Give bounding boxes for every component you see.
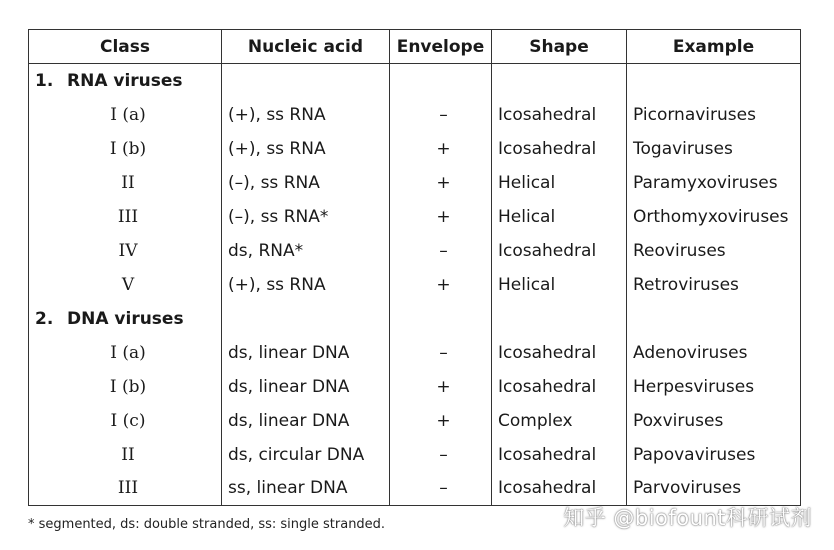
table-row — [29, 166, 801, 200]
table-row — [29, 234, 801, 268]
cell-class: IV — [29, 234, 222, 268]
cell-nucleic-acid: (+), ss RNA — [222, 268, 390, 302]
section-number: 2. — [35, 308, 54, 329]
section-number: 1. — [35, 70, 54, 91]
cell-envelope: – — [390, 234, 492, 268]
cell-nucleic-acid: ds, linear DNA — [222, 336, 390, 370]
section-label: RNA viruses — [67, 70, 183, 91]
cell-class: I (b) — [29, 370, 222, 404]
cell-nucleic-acid: ds, linear DNA — [222, 404, 390, 438]
cell-example: Orthomyxoviruses — [627, 200, 801, 234]
cell-envelope: – — [390, 472, 492, 506]
cell-shape: Icosahedral — [492, 472, 627, 506]
cell-example: Papovaviruses — [627, 438, 801, 472]
cell-nucleic-acid: (+), ss RNA — [222, 132, 390, 166]
section-row-dna — [29, 302, 801, 336]
cell-envelope: – — [390, 336, 492, 370]
watermark: 知乎 @biofount科研试剂 — [563, 506, 812, 530]
table-row — [29, 200, 801, 234]
table-row — [29, 370, 801, 404]
cell-example: Retroviruses — [627, 268, 801, 302]
cell-nucleic-acid: ds, linear DNA — [222, 370, 390, 404]
cell-nucleic-acid: ds, RNA* — [222, 234, 390, 268]
header-example: Example — [627, 30, 801, 64]
cell-class: III — [29, 472, 222, 506]
cell-nucleic-acid: (–), ss RNA* — [222, 200, 390, 234]
cell-example: Adenoviruses — [627, 336, 801, 370]
cell-class: I (b) — [29, 132, 222, 166]
cell-envelope: + — [390, 404, 492, 438]
cell-shape: Icosahedral — [492, 370, 627, 404]
cell-class: III — [29, 200, 222, 234]
cell-nucleic-acid: ss, linear DNA — [222, 472, 390, 506]
cell-shape: Helical — [492, 166, 627, 200]
cell-class: I (a) — [29, 336, 222, 370]
cell-example: Reoviruses — [627, 234, 801, 268]
cell-shape: Icosahedral — [492, 336, 627, 370]
cell-shape: Complex — [492, 404, 627, 438]
section-label: DNA viruses — [67, 308, 184, 329]
table-row — [29, 472, 801, 506]
cell-nucleic-acid: (–), ss RNA — [222, 166, 390, 200]
header-shape: Shape — [492, 30, 627, 64]
table-row — [29, 438, 801, 472]
cell-envelope: + — [390, 166, 492, 200]
cell-class: I (c) — [29, 404, 222, 438]
cell-envelope: + — [390, 132, 492, 166]
cell-class: II — [29, 166, 222, 200]
cell-shape: Helical — [492, 200, 627, 234]
table-row — [29, 132, 801, 166]
header-nucleic-acid: Nucleic acid — [222, 30, 390, 64]
header-envelope: Envelope — [390, 30, 492, 64]
cell-shape: Icosahedral — [492, 438, 627, 472]
cell-example: Picornaviruses — [627, 98, 801, 132]
section-title-rna — [29, 64, 222, 98]
cell-example: Poxviruses — [627, 404, 801, 438]
cell-example: Paramyxoviruses — [627, 166, 801, 200]
cell-envelope: – — [390, 438, 492, 472]
cell-example: Parvoviruses — [627, 472, 801, 506]
cell-shape: Helical — [492, 268, 627, 302]
table-row — [29, 268, 801, 302]
table-row — [29, 404, 801, 438]
header-class: Class — [29, 30, 222, 64]
cell-shape: Icosahedral — [492, 132, 627, 166]
cell-class: V — [29, 268, 222, 302]
cell-shape: Icosahedral — [492, 98, 627, 132]
table-row — [29, 98, 801, 132]
cell-envelope: + — [390, 268, 492, 302]
cell-class: II — [29, 438, 222, 472]
cell-shape: Icosahedral — [492, 234, 627, 268]
section-title-dna — [29, 302, 222, 336]
section-row-rna — [29, 64, 801, 98]
cell-nucleic-acid: (+), ss RNA — [222, 98, 390, 132]
virus-classification-table — [28, 29, 801, 506]
cell-envelope: + — [390, 370, 492, 404]
cell-class: I (a) — [29, 98, 222, 132]
cell-envelope: + — [390, 200, 492, 234]
cell-nucleic-acid: ds, circular DNA — [222, 438, 390, 472]
header-row — [29, 30, 801, 64]
cell-example: Togaviruses — [627, 132, 801, 166]
cell-envelope: – — [390, 98, 492, 132]
table-row — [29, 336, 801, 370]
cell-example: Herpesviruses — [627, 370, 801, 404]
table-footnote: * segmented, ds: double stranded, ss: single stranded. — [28, 517, 386, 532]
